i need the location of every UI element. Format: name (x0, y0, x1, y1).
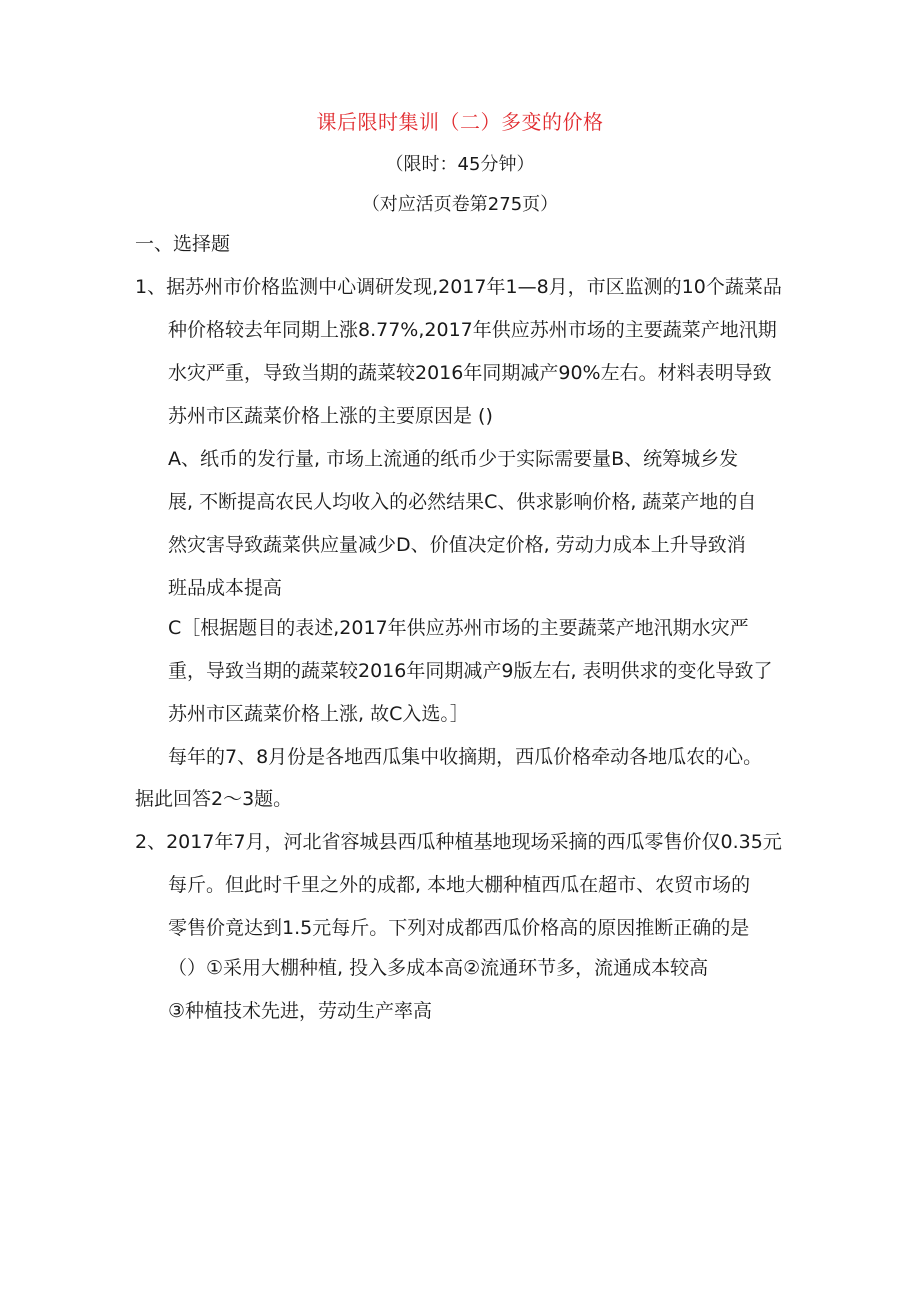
question-2-options-line: （）①采用大棚种植, 投入多成本高②流通环节多，流通成本较高 (168, 957, 709, 979)
page-reference: （对应活页卷第275页） (361, 194, 559, 215)
question-1-answer-line: 重，导致当期的蔬菜较2016年同期减产9版左右, 表明供求的变化导致了 (168, 660, 773, 682)
question-1-options-line: 展, 不断提高农民人均收入的必然结果C、供求影响价格, 蔬菜产地的自 (168, 491, 757, 513)
intro-line: 每年的7、8月份是各地西瓜集中收摘期，西瓜价格牵动各地瓜农的心。 (168, 746, 763, 768)
question-1-line: 种价格较去年同期上涨8.77%,2017年供应苏州市场的主要蔬菜产地汛期 (168, 319, 777, 341)
time-limit: （限时：45分钟） (385, 154, 535, 175)
question-1-answer-line: C［根据题目的表述,2017年供应苏州市场的主要蔬菜产地汛期水灾严 (168, 617, 749, 639)
question-2-line: 零售价竟达到1.5元每斤。下列对成都西瓜价格高的原因推断正确的是 (168, 917, 750, 939)
page-title: 课后限时集训（二）多变的价格 (316, 110, 604, 134)
question-1-options-line: 班品成本提高 (168, 577, 283, 599)
section-heading: 一、选择题 (135, 233, 231, 255)
question-1-options-line: A、纸币的发行量, 市场上流通的纸币少于实际需要量B、统筹城乡发 (168, 448, 739, 470)
question-2-line: 2、2017年7月，河北省容城县西瓜种植基地现场采摘的西瓜零售价仅0.35元 (135, 831, 782, 853)
question-1-line: 1、据苏州市价格监测中心调研发现,2017年1—8月，市区监测的10个蔬菜品 (135, 276, 782, 298)
question-1-line: 苏州市区蔬菜价格上涨的主要原因是 () (168, 405, 493, 427)
question-1-line: 水灾严重，导致当期的蔬菜较2016年同期减产90%左右。材料表明导致 (168, 362, 772, 384)
intro-line: 据此回答2～3题。 (135, 788, 293, 810)
question-2-line: 每斤。但此时千里之外的成都, 本地大棚种植西瓜在超市、农贸市场的 (168, 874, 751, 896)
question-2-options-line: ③种植技术先进，劳动生产率高 (168, 1000, 433, 1022)
question-1-answer-line: 苏州市区蔬菜价格上涨, 故C入选。］ (168, 703, 469, 725)
question-1-options-line: 然灾害导致蔬菜供应量减少D、价值决定价格, 劳动力成本上升导致消 (168, 534, 746, 556)
